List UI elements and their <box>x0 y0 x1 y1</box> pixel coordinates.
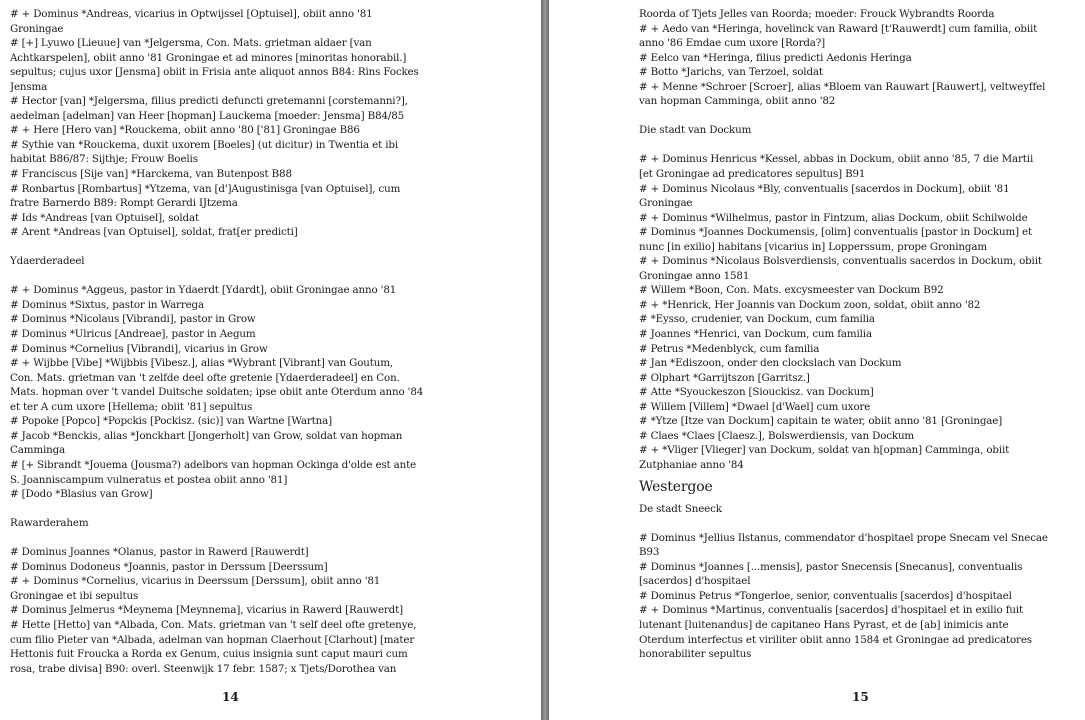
text-line: habitat B86/87: Sijthje; Frouw Boelis <box>10 153 198 166</box>
text-line <box>639 138 1079 153</box>
right-page <box>549 0 1085 720</box>
text-line: Groningae <box>639 197 693 210</box>
text-line: # Arent *Andreas [van Optuisel], soldat, frat[er predicti] <box>10 226 298 239</box>
text-line: # Olphart *Garrijtszon [Garritsz.] <box>639 371 810 384</box>
text-line: # Hette [Hetto] van *Albada, Con. Mats. grietman van 't self deel ofte gretenye, <box>10 618 417 631</box>
page-number-right: 15 <box>852 690 869 704</box>
text-line <box>10 240 460 255</box>
text-line: # Botto *Jarichs, van Terzoel, soldat <box>639 66 823 79</box>
text-line: # Dominus *Sixtus, pastor in Warrega <box>10 298 204 311</box>
text-line: # + Dominus *Wilhelmus, pastor in Fintzum, alias Dockum, obiit Schilwolde <box>639 211 1028 224</box>
text-line: # + Dominus *Martinus, conventualis [sacerdos] d'hospitael et in exilio fuit <box>639 604 1023 617</box>
text-line: # Jan *Ediszoon, onder den clockslach van Dockum <box>639 357 902 370</box>
text-line: Camminga <box>10 444 66 457</box>
text-line: # Dominus Petrus *Tongerloe, senior, conventualis [sacerdos] d'hospitael <box>639 589 1012 602</box>
text-line: Rawarderahem <box>10 517 89 530</box>
text-line: # Dominus *Cornelius [Vibrandi], vicarius in Grow <box>10 342 268 355</box>
text-line: # *Eysso, crudenier, van Dockum, cum familia <box>639 313 875 326</box>
text-line: # [+] Lyuwo [Lieuue] van *Jelgersma, Con. Mats. grietman aldaer [van <box>10 37 372 50</box>
text-line: # Ids *Andreas [van Optuisel], soldat <box>10 211 199 224</box>
text-line: # + Dominus *Nicolaus Bolsverdiensis, conventualis sacerdos in Dockum, obiit <box>639 255 1042 268</box>
text-line: De stadt Sneeck <box>639 502 722 515</box>
text-line <box>639 516 1079 531</box>
text-line <box>10 531 460 546</box>
page-gutter <box>541 0 549 720</box>
text-line: # Joannes *Henrici, van Dockum, cum familia <box>639 328 872 341</box>
text-line: # Dominus *Joannes [...mensis], pastor Snecensis [Snecanus], conventualis <box>639 560 1023 573</box>
text-line <box>10 502 460 517</box>
text-line: S. Joanniscampum vulneratus et postea obiit anno '81] <box>10 473 288 486</box>
text-line: # + Dominus Henricus *Kessel, abbas in Dockum, obiit anno '85, 7 die Martii <box>639 153 1034 166</box>
text-line: # Dominus *Ulricus [Andreae], pastor in Aegum <box>10 328 256 341</box>
text-line: van hopman Camminga, obiit anno '82 <box>639 95 836 108</box>
text-line: # + *Vliger [Vlieger] van Dockum, soldat van h[opman] Camminga, obiit <box>639 444 1010 457</box>
text-line: sepultus; cujus uxor [Jensma] obiit in Frisia ante aliquot annos B84: Rins Fockes <box>10 66 419 79</box>
text-line: Ydaerderadeel <box>10 255 85 268</box>
text-line: Groningae et ibi sepultus <box>10 589 139 602</box>
text-line: # Atte *Syouckeszon [Siouckisz. van Dockum] <box>639 386 874 399</box>
text-line: # Dominus Dodoneus *Joannis, pastor in Derssum [Deerssum] <box>10 560 328 573</box>
text-line: # Claes *Claes [Claesz.], Bolswerdiensis, van Dockum <box>639 429 915 442</box>
text-line: # + Dominus *Aggeus, pastor in Ydaerdt [Ydardt], obiit Groningae anno '81 <box>10 284 397 297</box>
text-line <box>10 269 460 284</box>
text-line: # Dominus *Joannes Dockumensis, [olim] conventualis [pastor in Dockum] et <box>639 226 1032 239</box>
section-heading: Westergoe <box>639 478 713 495</box>
text-line: Hettonis fuit Froucka a Rorda ex Genum, cuius insignia sunt caput mauri cum <box>10 648 408 661</box>
text-line: Zutphaniae anno '84 <box>639 458 744 471</box>
right-page-text <box>639 7 1079 662</box>
text-line: Con. Mats. grietman van 't zelfde deel ofte gretenie [Ydaerderadeel] en Con. <box>10 371 400 384</box>
text-line: # + Here [Hero van] *Rouckema, obiit anno '80 ['81] Groningae B86 <box>10 124 360 137</box>
text-line: # *Ytze [Itze van Dockum] capitain te water, obiit anno '81 [Groningae] <box>639 415 1003 428</box>
text-line: # Willem [Villem] *Dwael [d'Wael] cum uxore <box>639 400 871 413</box>
text-line: rosa, trabe divisa] B90: overl. Steenwijk 17 febr. 1587; x Tjets/Dorothea van <box>10 662 397 675</box>
text-line: Mats. hopman over 't vandel Duitsche soldaten; ipse obiit ante Oterdum anno '84 <box>10 386 424 399</box>
text-line: nunc [in exilio] habitans [vicarius in] Lopperssum, prope Groningam <box>639 240 987 253</box>
text-line: # [Dodo *Blasius van Grow] <box>10 488 153 501</box>
left-page-text <box>10 7 460 676</box>
text-line: # Petrus *Medenblyck, cum familia <box>639 342 820 355</box>
text-line: Roorda of Tjets Jelles van Roorda; moeder: Frouck Wybrandts Roorda <box>639 8 995 20</box>
text-line: # Dominus *Nicolaus [Vibrandi], pastor in Grow <box>10 313 256 326</box>
left-page <box>0 0 541 720</box>
text-line: # Jacob *Benckis, alias *Jonckhart [Jongerholt] van Grow, soldat van hopman <box>10 429 403 442</box>
text-line: [et Groningae ad predicatores sepultus] B91 <box>639 168 866 181</box>
page-number-left: 14 <box>222 690 239 704</box>
text-line: Die stadt van Dockum <box>639 124 752 137</box>
text-line: # [+ Sibrandt *Jouema (Jousma?) adelbors van hopman Ockinga d'olde est ante <box>10 458 417 471</box>
text-line: # Dominus *Jellius Ilstanus, commendator d'hospitael prope Snecam vel Snecae <box>639 531 1048 544</box>
text-line: et ter A cum uxore [Hellema; obiit '81] sepultus <box>10 400 253 413</box>
text-line: # + Dominus *Andreas, vicarius in Optwijssel [Optuisel], obiit anno '81 <box>10 8 373 20</box>
text-line: aedelman [adelman] van Heer [hopman] Lauckema [moeder: Jensma] B84/85 <box>10 109 404 122</box>
text-line: Groningae <box>10 22 64 35</box>
text-line: # + *Henrick, Her Joannis van Dockum zoon, soldat, obiit anno '82 <box>639 298 981 311</box>
text-line: # + Menne *Schroer [Scroer], alias *Bloem van Rauwart [Rauwert], veltweyffel <box>639 80 1046 93</box>
text-line: # + Dominus *Cornelius, vicarius in Deerssum [Derssum], obiit anno '81 <box>10 575 381 588</box>
text-line: # Dominus Joannes *Olanus, pastor in Rawerd [Rauwerdt] <box>10 546 309 559</box>
text-line: cum filio Pieter van *Albada, adelman van hopman Claerhout [Clarhout] [mater <box>10 633 415 646</box>
text-line: # Ronbartus [Rombartus] *Ytzema, van [d']Augustinisga [van Optuisel], cum <box>10 182 401 195</box>
text-line: B93 <box>639 546 660 559</box>
text-line: # Hector [van] *Jelgersma, filius predicti defuncti gretemanni [corstemanni?], <box>10 95 408 108</box>
text-line: # Franciscus [Sije van] *Harckema, van Butenpost B88 <box>10 168 292 181</box>
text-line: Achtkarspelen], obiit anno '81 Groningae et ad minores [minoritas honorabil.] <box>10 51 407 64</box>
text-line: # + Aedo van *Heringa, hovelinck van Raward [t'Rauwerdt] cum familia, obiit <box>639 22 1038 35</box>
text-line: # Sythie van *Rouckema, duxit uxorem [Boeles] (ut dicitur) in Twentia et ibi <box>10 138 398 151</box>
text-line: Oterdum interfectus et viriliter obiit anno 1584 et Groningae ad predicatores <box>639 633 1032 646</box>
text-line: # + Wijbbe [Vibe] *Wijbbis [Vibesz.], alias *Wybrant [Vibrant] van Goutum, <box>10 357 393 370</box>
text-line: # Dominus Jelmerus *Meynema [Meynnema], vicarius in Rawerd [Rauwerdt] <box>10 604 403 617</box>
text-line: [sacerdos] d'hospitael <box>639 575 751 588</box>
text-line: # Willem *Boon, Con. Mats. excysmeester van Dockum B92 <box>639 284 944 297</box>
text-line: fratre Barnerdo B89: Rompt Gerardi IJtzema <box>10 197 238 210</box>
text-line: # Eelco van *Heringa, filius predicti Aedonis Heringa <box>639 51 912 64</box>
text-line: honorabiliter sepultus <box>639 648 752 661</box>
text-line <box>639 109 1079 124</box>
text-line: # + Dominus Nicolaus *Bly, conventualis [sacerdos in Dockum], obiit '81 <box>639 182 1010 195</box>
text-line: anno '86 Emdae cum uxore [Rorda?] <box>639 37 826 50</box>
text-line: Jensma <box>10 80 48 93</box>
text-line: # Popoke [Popco] *Popckis [Pockisz. (sic)] van Wartne [Wartna] <box>10 415 332 428</box>
text-line: Groningae anno 1581 <box>639 269 750 282</box>
text-line: lutenant [luitenandus] de capitaneo Hans Pyrast, et de [ab] inimicis ante <box>639 618 1009 631</box>
